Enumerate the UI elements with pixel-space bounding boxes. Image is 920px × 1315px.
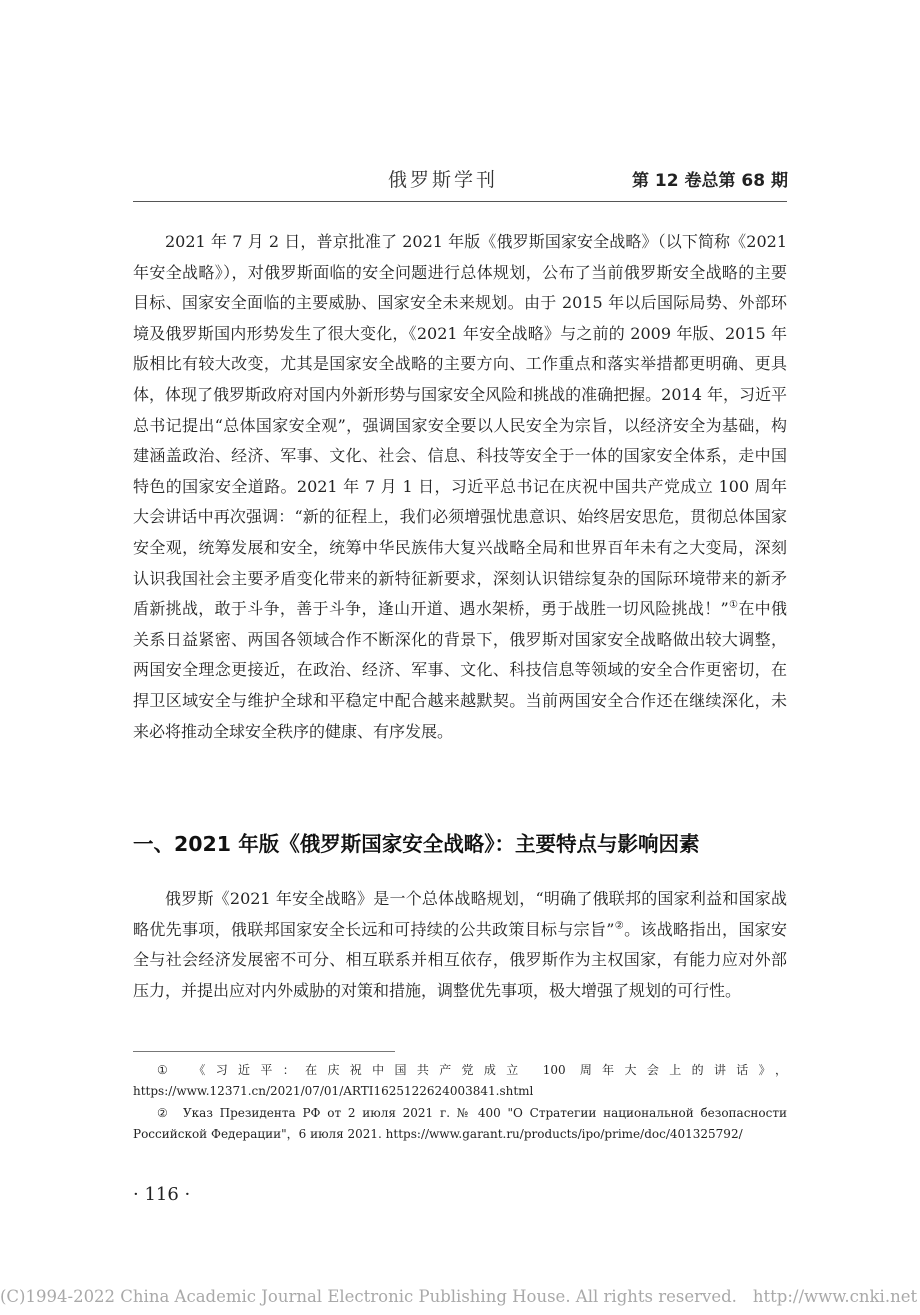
section-paragraph-text-a: 俄罗斯《2021 年安全战略》是一个总体战略规划，“明确了俄联邦的国家利益和国家战略优先事项，俄联邦国家安全长远和可持续的公共政策目标与宗旨” — [133, 889, 787, 939]
footnote-divider — [133, 1051, 395, 1052]
intro-paragraph-text-a: 2021 年 7 月 2 日，普京批准了 2021 年版《俄罗斯国家安全战略》（以下简称《2021 年安全战略》），对俄罗斯面临的安全问题进行总体规划，公布了当前俄罗斯安全战略的主要目标、国家安全面临的主要威胁、国家安全未来规划。由于 2015 年以后国际局势、外部环境及俄罗斯国内形势发生了很大变化，《2021 年安全战略》与之前的 2009 年版、2015 年版相比有较大改变，尤其是国家安全战略的主要方向、工作重点和落实举措都更明确、更具体，体现了俄罗斯政府对国内外新形势与国家安全风险和挑战的准确把握。2014 年，习近平总书记提出“总体国家安全观”，强调国家安全要以人民安全为宗旨，以经济安全为基础，构建涵盖政治、经济、军事、文化、社会、信息、科技等安全于一体的国家安全体系，走中国特色的国家安全道路。2021 年 7 月 1 日，习近平总书记在庆祝中国共产党成立 100 周年大会讲话中再次强调：“新的征程上，我们必须增强忧患意识、始终居安思危，贯彻总体国家安全观，统筹发展和安全，统筹中华民族伟大复兴战略全局和世界百年未有之大变局，深刻认识我国社会主要矛盾变化带来的新特征新要求，深刻认识错综复杂的国际环境带来的新矛盾新挑战，敢于斗争，善于斗争，逢山开道、遇水架桥，勇于战胜一切风险挑战！” — [133, 232, 787, 619]
footnote-ref-1[interactable]: ① — [728, 599, 739, 611]
footnote-1-text: 《习近平：在庆祝中国共产党成立 100 周年大会上的讲话》，https://www.12371.cn/2021/07/01/ARTI1625122624003841.shtml — [133, 1063, 787, 1098]
intro-paragraph — [133, 227, 787, 747]
footnotes — [133, 1060, 787, 1146]
footnote-ref-2[interactable]: ② — [614, 920, 625, 932]
issue-number: 第 12 卷总第 68 期 — [632, 171, 788, 191]
journal-name: 俄罗斯学刊 — [388, 169, 499, 191]
footnote-1-mark: ① — [157, 1063, 168, 1077]
section-paragraph — [133, 884, 787, 1006]
footnote-2-mark: ② — [157, 1106, 168, 1120]
copyright-footer — [0, 1287, 920, 1306]
copyright-text: (C)1994-2022 China Academic Journal Electronic Publishing House. All rights reserved. — [0, 1287, 737, 1306]
cnki-link[interactable]: http://www.cnki.net — [752, 1287, 918, 1306]
footnote-2-text: Указ Президента РФ от 2 июля 2021 г. № 400 "О Стратегии национальной безопасности Российской Федерации"，6 июля 2021. https://www.garant.ru/products/ipo/prime/doc/401325792/ — [133, 1106, 787, 1141]
intro-paragraph-text-b: 在中俄关系日益紧密、两国各领域合作不断深化的背景下，俄罗斯对国家安全战略做出较大调整，两国安全理念更接近，在政治、经济、军事、文化、科技信息等领域的安全合作更密切，在捍卫区域安全与维护全球和平稳定中配合越来越默契。当前两国安全合作还在继续深化，未来必将推动全球安全秩序的健康、有序发展。 — [133, 599, 787, 741]
footnote-1 — [133, 1060, 787, 1101]
footnote-2 — [133, 1103, 787, 1144]
section-heading: 一、2021 年版《俄罗斯国家安全战略》：主要特点与影响因素 — [133, 832, 700, 856]
header-divider — [133, 201, 787, 202]
section-paragraph-text-b: 。该战略指出，国家安全与社会经济发展密不可分、相互联系并相互依存，俄罗斯作为主权国家，有能力应对外部压力，并提出应对内外威胁的对策和措施，调整优先事项，极大增强了规划的可行性。 — [133, 919, 787, 1000]
page-number: · 116 · — [133, 1184, 191, 1205]
